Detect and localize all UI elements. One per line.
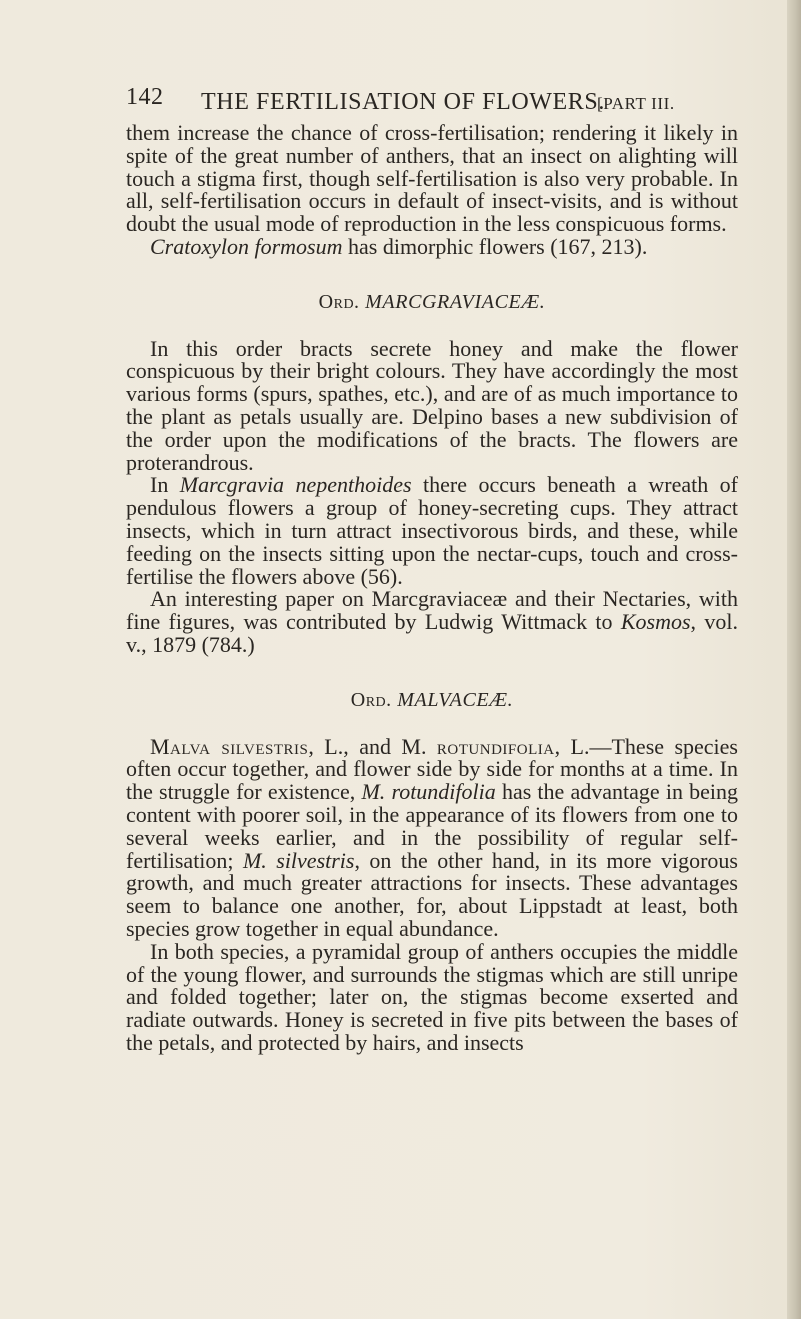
paragraph-marcgravia <box>126 474 738 588</box>
page-edge <box>787 0 801 1319</box>
paragraph-text: , L., and M. <box>308 733 437 759</box>
paragraph-anthers: In both species, a pyramidal group of anthers occupies the middle of the young flower, and surrounds the stigmas which are still unripe and folded together; later on, the stigmas become exserted and radiate outwards. Honey is secreted in five pits between the bases of the petals, and protected by hairs, and insects <box>126 938 738 1055</box>
order-heading-malvaceae <box>126 689 738 712</box>
page-number: 142 <box>126 84 164 110</box>
paragraph-wittmack <box>126 588 738 656</box>
order-prefix: Ord. <box>318 290 360 313</box>
paragraph-text: there occurs beneath a wreath of pendulous flowers a group of honey-secreting cups. They attract insects, which in turn attract insectivorous birds, and these, while feeding on the insects sitting upon the nectar-cups, touch and cross-fertilise the flowers above (56). <box>126 472 739 589</box>
running-header <box>0 84 801 124</box>
order-name: MALVACEÆ. <box>397 688 514 711</box>
paragraph-text: , on the other hand, in its more vigorous growth, and much greater attractions for insects. These advantages seem to balance one another, for, about Lippstadt at least, both species grow together in equal abundance. <box>126 847 738 941</box>
paragraph-lead: In <box>150 472 180 498</box>
paragraph-text: has dimorphic flowers (167, 213). <box>342 233 648 259</box>
paragraph-text: has the advantage in being content with poorer soil, in the appearance of its flowers from one to several weeks earlier, and in the possibility of regular self-fertilisation; <box>126 779 738 873</box>
species-name: M. rotundifolia <box>361 779 496 805</box>
body-text <box>126 122 738 1055</box>
paragraph-malva <box>126 733 738 941</box>
taxon-name: Cratoxylon formosum <box>150 233 343 259</box>
species-name: M. silvestris <box>242 847 355 873</box>
order-name: MARCGRAVIACEÆ. <box>365 290 546 313</box>
species-name: Malva silvestris <box>150 733 309 759</box>
paragraph-text: , L.—These species often occur together, and flower side by side for months at a time. In the struggle for existence, <box>126 733 738 805</box>
taxon-name: Marcgravia nepenthoides <box>179 472 412 498</box>
part-label: [PART III. <box>597 94 675 113</box>
journal-name: Kosmos <box>620 609 691 635</box>
species-name: rotundifolia <box>436 733 555 759</box>
paragraph-bracts: In this order bracts secrete honey and make the flower conspicuous by their bright colours. They have accordingly the most various forms (spurs, spathes, etc.), and are of as much importance to the plant as petals usually are. Delpino bases a new subdivision of the order upon the modifications of the bracts. The flowers are proterandrous. <box>126 335 738 475</box>
paragraph-text: , vol. v., 1879 (784.) <box>126 609 738 657</box>
paragraph-text: An interesting paper on Marcgraviaceæ and their Nectaries, with fine figures, was contributed by Ludwig Wittmack to <box>126 586 738 635</box>
order-prefix: Ord. <box>350 688 392 711</box>
paragraph-cratoxylon <box>126 233 738 259</box>
running-title: THE FERTILISATION OF FLOWERS. <box>201 89 605 115</box>
order-heading-marcgraviaceae <box>126 291 738 314</box>
paragraph-continuation: them increase the chance of cross-fertilisation; rendering it likely in spite of the great number of anthers, that an insect on alighting will touch a stigma first, though self-fertilisation is also very probable. In all, self-fertilisation occurs in default of insect-visits, and is without doubt the usual mode of reproduction in the less conspicuous forms. <box>126 120 738 237</box>
